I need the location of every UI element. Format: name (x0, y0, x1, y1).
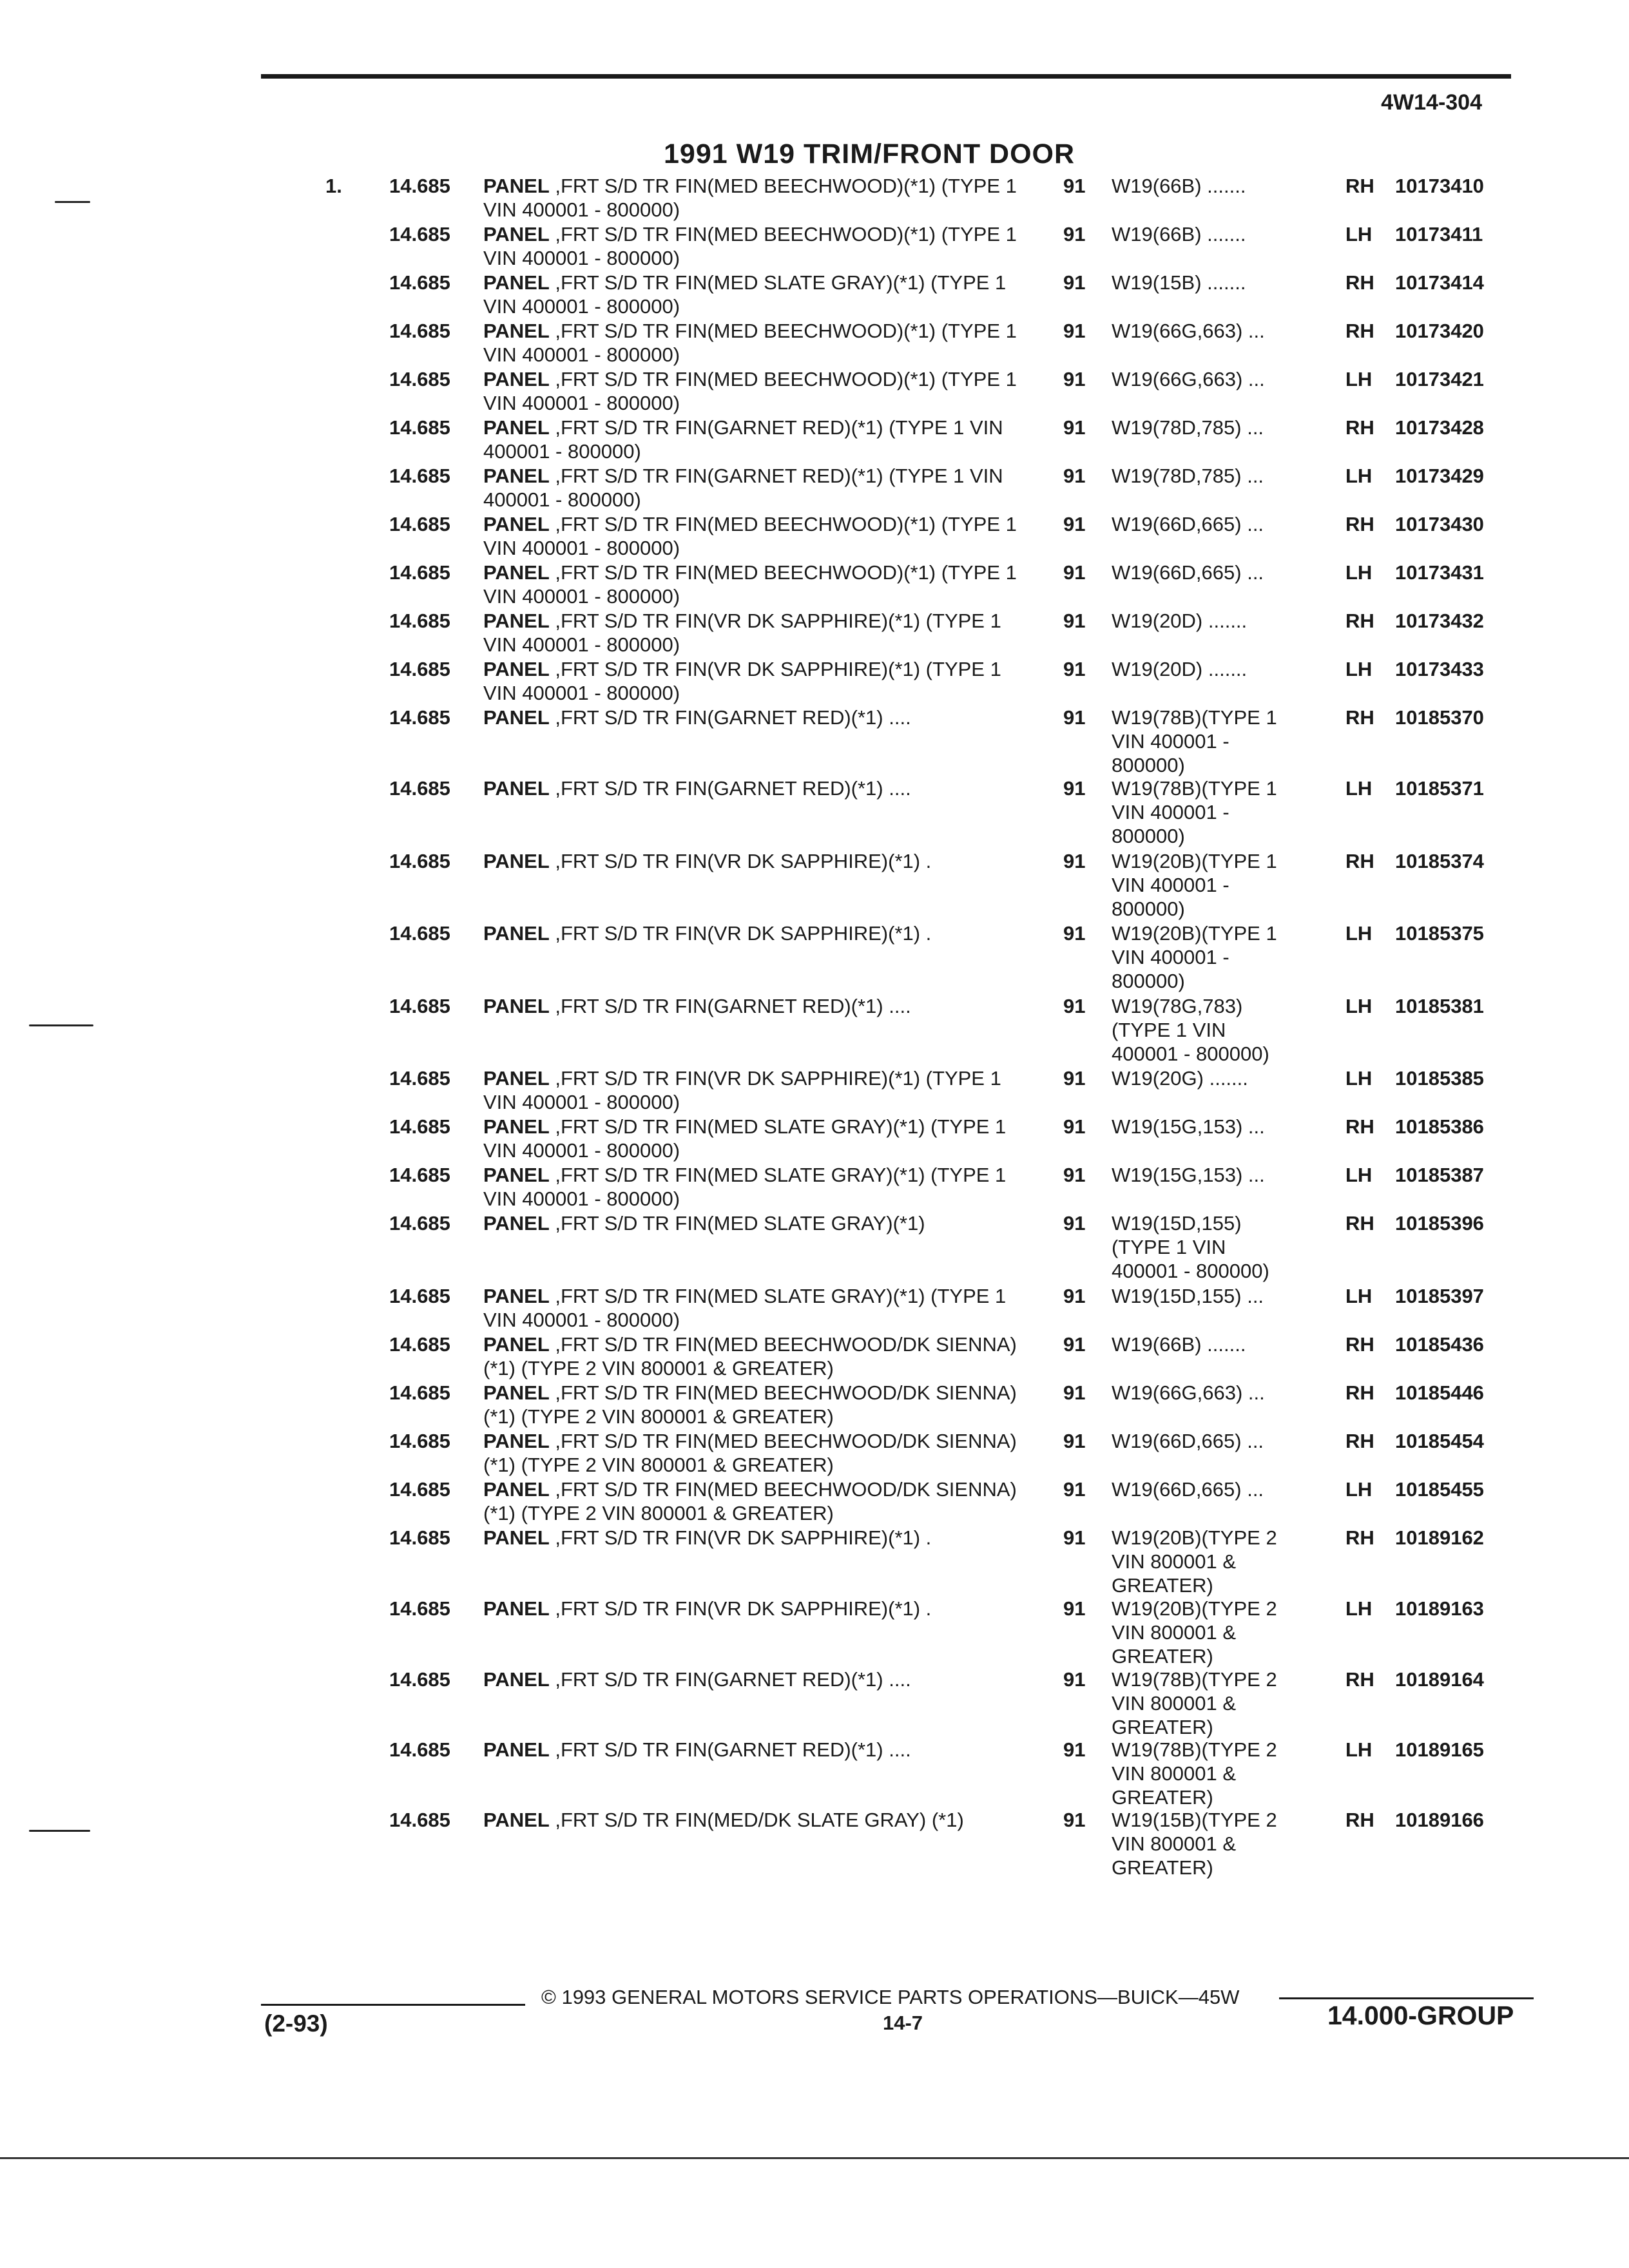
part-name: PANEL (483, 1285, 550, 1307)
part-number: 10189164 (1395, 1668, 1484, 1691)
group-number: 14.685 (389, 1478, 450, 1501)
model-code: W19(78B)(TYPE 1 VIN 400001 - 800000) (1112, 706, 1277, 776)
part-name: PANEL (483, 922, 550, 945)
part-number: 10173428 (1395, 416, 1484, 439)
group-number: 14.685 (389, 1597, 450, 1620)
part-detail: ,FRT S/D TR FIN(VR DK SAPPHIRE)(*1) . (549, 922, 932, 945)
part-description (483, 1477, 1037, 1525)
part-detail: ,FRT S/D TR FIN(VR DK SAPPHIRE)(*1) (TYPE 1 VIN 400001 - 800000) (483, 1067, 1001, 1113)
model-code: W19(20B)(TYPE 1 VIN 400001 - 800000) (1112, 922, 1277, 992)
part-description (483, 319, 1037, 367)
part-name: PANEL (483, 1597, 550, 1620)
group-number: 14.685 (389, 271, 450, 294)
model-year: 91 (1063, 1809, 1086, 1831)
side-label: RH (1345, 1668, 1374, 1691)
part-number: 10189166 (1395, 1809, 1484, 1831)
model-year: 91 (1063, 271, 1086, 294)
part-number: 10185446 (1395, 1381, 1484, 1404)
part-name: PANEL (483, 320, 550, 342)
part-number: 10185385 (1395, 1067, 1484, 1090)
side-label: RH (1345, 271, 1374, 294)
model-code: W19(15D,155) (TYPE 1 VIN 400001 - 800000) (1112, 1212, 1269, 1282)
part-number: 10173431 (1395, 561, 1484, 584)
model-code: W19(15D,155) ... (1112, 1285, 1264, 1307)
part-detail: ,FRT S/D TR FIN(GARNET RED)(*1) (TYPE 1 VIN 400001 - 800000) (483, 465, 1003, 511)
part-detail: ,FRT S/D TR FIN(MED BEECHWOOD/DK SIENNA)(*1) (TYPE 2 VIN 800001 & GREATER) (483, 1478, 1017, 1524)
part-number: 10173432 (1395, 610, 1484, 632)
model-year: 91 (1063, 1285, 1086, 1307)
model-code: W19(15B)(TYPE 2 VIN 800001 & GREATER) (1112, 1809, 1277, 1879)
model-year: 91 (1063, 1333, 1086, 1356)
part-number: 10185454 (1395, 1430, 1484, 1452)
part-number: 10185455 (1395, 1478, 1484, 1501)
group-number: 14.685 (389, 175, 450, 197)
side-label: RH (1345, 1526, 1374, 1549)
part-name: PANEL (483, 777, 550, 800)
part-number: 10173414 (1395, 271, 1484, 294)
side-label: RH (1345, 1809, 1374, 1831)
part-description (483, 657, 1037, 705)
part-name: PANEL (483, 706, 550, 729)
group-number: 14.685 (389, 610, 450, 632)
side-label: LH (1345, 223, 1373, 245)
model-year: 91 (1063, 1212, 1086, 1235)
group-number: 14.685 (389, 1115, 450, 1138)
part-description (483, 776, 1037, 800)
part-description (483, 1808, 1037, 1832)
part-detail: ,FRT S/D TR FIN(GARNET RED)(*1) (TYPE 1 VIN 400001 - 800000) (483, 416, 1003, 463)
part-number: 10185375 (1395, 922, 1484, 945)
model-code: W19(15G,153) ... (1112, 1115, 1265, 1138)
page-number: 14-7 (883, 2012, 923, 2034)
part-name: PANEL (483, 513, 550, 535)
part-detail: ,FRT S/D TR FIN(VR DK SAPPHIRE)(*1) (TYPE 1 VIN 400001 - 800000) (483, 610, 1001, 656)
model-year: 91 (1063, 465, 1086, 487)
group-number: 14.685 (389, 1430, 450, 1452)
part-name: PANEL (483, 416, 550, 439)
part-number: 10185396 (1395, 1212, 1484, 1235)
model-year: 91 (1063, 175, 1086, 197)
model-year: 91 (1063, 1668, 1086, 1691)
part-description (483, 1163, 1037, 1211)
part-name: PANEL (483, 1738, 550, 1761)
part-description (483, 271, 1037, 318)
model-year: 91 (1063, 1526, 1086, 1549)
part-description (483, 222, 1037, 270)
model-code: W19(66B) ....... (1112, 223, 1246, 245)
model-code: W19(66G,663) ... (1112, 320, 1265, 342)
part-detail: ,FRT S/D TR FIN(MED/DK SLATE GRAY) (*1) (549, 1809, 964, 1831)
part-name: PANEL (483, 610, 550, 632)
footer-date: (2-93) (264, 2010, 328, 2037)
part-name: PANEL (483, 995, 550, 1017)
part-number: 10185436 (1395, 1333, 1484, 1356)
model-year: 91 (1063, 1597, 1086, 1620)
part-description (483, 609, 1037, 657)
part-name: PANEL (483, 271, 550, 294)
side-label: RH (1345, 1381, 1374, 1404)
side-label: RH (1345, 1212, 1374, 1235)
model-code: W19(20B)(TYPE 2 VIN 800001 & GREATER) (1112, 1597, 1277, 1667)
model-year: 91 (1063, 1164, 1086, 1186)
group-number: 14.685 (389, 1067, 450, 1090)
side-label: LH (1345, 1067, 1373, 1090)
part-description (483, 1429, 1037, 1477)
part-detail: ,FRT S/D TR FIN(VR DK SAPPHIRE)(*1) . (549, 1526, 932, 1549)
part-description (483, 1597, 1037, 1620)
page-title: 1991 W19 TRIM/FRONT DOOR (664, 139, 1075, 169)
model-year: 91 (1063, 1430, 1086, 1452)
part-name: PANEL (483, 1115, 550, 1138)
part-description (483, 1667, 1037, 1691)
part-number: 10189162 (1395, 1526, 1484, 1549)
model-year: 91 (1063, 368, 1086, 390)
model-year: 91 (1063, 922, 1086, 945)
part-number: 10189163 (1395, 1597, 1484, 1620)
side-label: LH (1345, 1738, 1373, 1761)
group-number: 14.685 (389, 850, 450, 872)
part-description (483, 1332, 1037, 1380)
part-number: 10185386 (1395, 1115, 1484, 1138)
model-code: W19(78B)(TYPE 2 VIN 800001 & GREATER) (1112, 1668, 1277, 1738)
part-description (483, 1115, 1037, 1162)
part-description (483, 994, 1037, 1018)
model-year: 91 (1063, 658, 1086, 680)
model-year: 91 (1063, 706, 1086, 729)
part-detail: ,FRT S/D TR FIN(MED BEECHWOOD/DK SIENNA)(*1) (TYPE 2 VIN 800001 & GREATER) (483, 1430, 1017, 1476)
part-description (483, 849, 1037, 873)
group-number: 14.685 (389, 1738, 450, 1761)
part-name: PANEL (483, 1381, 550, 1404)
part-name: PANEL (483, 561, 550, 584)
part-description (483, 1381, 1037, 1428)
part-description (483, 367, 1037, 415)
group-number: 14.685 (389, 561, 450, 584)
model-year: 91 (1063, 513, 1086, 535)
part-detail: ,FRT S/D TR FIN(MED BEECHWOOD)(*1) (TYPE 1 VIN 400001 - 800000) (483, 513, 1017, 559)
side-label: LH (1345, 1478, 1373, 1501)
model-code: W19(78D,785) ... (1112, 416, 1264, 439)
side-label: LH (1345, 995, 1373, 1017)
part-number: 10173421 (1395, 368, 1484, 390)
group-number: 14.685 (389, 1164, 450, 1186)
group-number: 14.685 (389, 995, 450, 1017)
side-label: LH (1345, 777, 1373, 800)
group-number: 14.685 (389, 320, 450, 342)
side-label: RH (1345, 416, 1374, 439)
part-number: 10185371 (1395, 777, 1484, 800)
part-number: 10173429 (1395, 465, 1484, 487)
part-number: 10173411 (1395, 223, 1483, 245)
model-code: W19(78B)(TYPE 2 VIN 800001 & GREATER) (1112, 1738, 1277, 1809)
group-number: 14.685 (389, 658, 450, 680)
side-label: LH (1345, 1285, 1373, 1307)
part-description (483, 174, 1037, 222)
side-label: RH (1345, 610, 1374, 632)
side-label: LH (1345, 922, 1373, 945)
part-number: 10173420 (1395, 320, 1484, 342)
side-label: RH (1345, 513, 1374, 535)
part-number: 10185370 (1395, 706, 1484, 729)
side-label: RH (1345, 850, 1374, 872)
model-year: 91 (1063, 416, 1086, 439)
model-code: W19(78D,785) ... (1112, 465, 1264, 487)
part-name: PANEL (483, 658, 550, 680)
part-detail: ,FRT S/D TR FIN(VR DK SAPPHIRE)(*1) (TYPE 1 VIN 400001 - 800000) (483, 658, 1001, 704)
side-label: LH (1345, 1597, 1373, 1620)
model-code: W19(15B) ....... (1112, 271, 1246, 294)
side-label: RH (1345, 175, 1374, 197)
part-name: PANEL (483, 175, 550, 197)
model-code: W19(20D) ....... (1112, 610, 1248, 632)
part-description (483, 416, 1037, 463)
part-number: 10173430 (1395, 513, 1484, 535)
part-description (483, 921, 1037, 945)
part-name: PANEL (483, 223, 550, 245)
part-description (483, 1066, 1037, 1114)
part-number: 10185381 (1395, 995, 1484, 1017)
model-year: 91 (1063, 850, 1086, 872)
part-detail: ,FRT S/D TR FIN(MED SLATE GRAY)(*1) (549, 1212, 925, 1235)
part-detail: ,FRT S/D TR FIN(MED SLATE GRAY)(*1) (TYPE 1 VIN 400001 - 800000) (483, 271, 1007, 318)
model-code: W19(20D) ....... (1112, 658, 1248, 680)
part-name: PANEL (483, 465, 550, 487)
model-code: W19(66B) ....... (1112, 1333, 1246, 1356)
group-label: 14.000-GROUP (1327, 2001, 1514, 2030)
side-label: LH (1345, 1164, 1373, 1186)
part-name: PANEL (483, 1668, 550, 1691)
model-year: 91 (1063, 1067, 1086, 1090)
side-label: RH (1345, 706, 1374, 729)
part-detail: ,FRT S/D TR FIN(GARNET RED)(*1) .... (549, 706, 911, 729)
group-number: 14.685 (389, 416, 450, 439)
part-description (483, 1526, 1037, 1550)
model-year: 91 (1063, 610, 1086, 632)
model-code: W19(78B)(TYPE 1 VIN 400001 - 800000) (1112, 777, 1277, 847)
part-name: PANEL (483, 1164, 550, 1186)
model-code: W19(20G) ....... (1112, 1067, 1248, 1090)
part-detail: ,FRT S/D TR FIN(VR DK SAPPHIRE)(*1) . (549, 850, 932, 872)
part-detail: ,FRT S/D TR FIN(GARNET RED)(*1) .... (549, 995, 911, 1017)
group-number: 14.685 (389, 1526, 450, 1549)
part-name: PANEL (483, 1333, 550, 1356)
part-detail: ,FRT S/D TR FIN(MED BEECHWOOD)(*1) (TYPE 1 VIN 400001 - 800000) (483, 561, 1017, 608)
part-detail: ,FRT S/D TR FIN(MED BEECHWOOD/DK SIENNA)(*1) (TYPE 2 VIN 800001 & GREATER) (483, 1381, 1017, 1428)
group-number: 14.685 (389, 513, 450, 535)
part-detail: ,FRT S/D TR FIN(VR DK SAPPHIRE)(*1) . (549, 1597, 932, 1620)
model-year: 91 (1063, 1115, 1086, 1138)
part-detail: ,FRT S/D TR FIN(MED BEECHWOOD)(*1) (TYPE 1 VIN 400001 - 800000) (483, 368, 1017, 414)
part-name: PANEL (483, 1809, 550, 1831)
group-number: 14.685 (389, 777, 450, 800)
part-description (483, 1284, 1037, 1332)
part-detail: ,FRT S/D TR FIN(MED BEECHWOOD/DK SIENNA)(*1) (TYPE 2 VIN 800001 & GREATER) (483, 1333, 1017, 1379)
group-number: 14.685 (389, 1285, 450, 1307)
part-name: PANEL (483, 850, 550, 872)
model-code: W19(66B) ....... (1112, 175, 1246, 197)
part-description (483, 1211, 1037, 1235)
group-number: 14.685 (389, 368, 450, 390)
model-year: 91 (1063, 1381, 1086, 1404)
part-number: 10185374 (1395, 850, 1484, 872)
part-name: PANEL (483, 1478, 550, 1501)
footer-rule-left (261, 2004, 525, 2006)
model-code: W19(66G,663) ... (1112, 1381, 1265, 1404)
side-label: RH (1345, 320, 1374, 342)
part-description (483, 1738, 1037, 1762)
model-code: W19(66G,663) ... (1112, 368, 1265, 390)
part-detail: ,FRT S/D TR FIN(GARNET RED)(*1) .... (549, 777, 911, 800)
part-number: 10185397 (1395, 1285, 1484, 1307)
group-number: 14.685 (389, 706, 450, 729)
part-number: 10189165 (1395, 1738, 1484, 1761)
group-number: 14.685 (389, 922, 450, 945)
model-year: 91 (1063, 320, 1086, 342)
bottom-rule (0, 2157, 1629, 2159)
model-year: 91 (1063, 561, 1086, 584)
model-code: W19(78G,783) (TYPE 1 VIN 400001 - 800000) (1112, 995, 1269, 1065)
group-number: 14.685 (389, 1381, 450, 1404)
part-detail: ,FRT S/D TR FIN(MED SLATE GRAY)(*1) (TYPE 1 VIN 400001 - 800000) (483, 1285, 1007, 1331)
side-label: LH (1345, 561, 1373, 584)
group-number: 14.685 (389, 1333, 450, 1356)
side-label: LH (1345, 658, 1373, 680)
group-number: 14.685 (389, 465, 450, 487)
model-code: W19(66D,665) ... (1112, 1478, 1264, 1501)
part-detail: ,FRT S/D TR FIN(GARNET RED)(*1) .... (549, 1668, 911, 1691)
part-number: 10173433 (1395, 658, 1484, 680)
part-description (483, 706, 1037, 729)
part-number: 10173410 (1395, 175, 1484, 197)
part-name: PANEL (483, 1067, 550, 1090)
part-name: PANEL (483, 1212, 550, 1235)
model-year: 91 (1063, 995, 1086, 1017)
side-label: LH (1345, 368, 1373, 390)
group-number: 14.685 (389, 1809, 450, 1831)
side-label: RH (1345, 1333, 1374, 1356)
model-code: W19(66D,665) ... (1112, 1430, 1264, 1452)
model-code: W19(15G,153) ... (1112, 1164, 1265, 1186)
group-number: 14.685 (389, 223, 450, 245)
side-label: RH (1345, 1115, 1374, 1138)
part-detail: ,FRT S/D TR FIN(MED BEECHWOOD)(*1) (TYPE 1 VIN 400001 - 800000) (483, 320, 1017, 366)
model-year: 91 (1063, 1478, 1086, 1501)
group-number: 14.685 (389, 1212, 450, 1235)
part-description (483, 512, 1037, 560)
part-detail: ,FRT S/D TR FIN(MED BEECHWOOD)(*1) (TYPE 1 VIN 400001 - 800000) (483, 223, 1017, 269)
side-label: LH (1345, 465, 1373, 487)
model-code: W19(20B)(TYPE 2 VIN 800001 & GREATER) (1112, 1526, 1277, 1597)
model-year: 91 (1063, 1738, 1086, 1761)
part-name: PANEL (483, 1430, 550, 1452)
model-code: W19(66D,665) ... (1112, 513, 1264, 535)
group-number: 14.685 (389, 1668, 450, 1691)
part-description (483, 561, 1037, 608)
model-code: W19(66D,665) ... (1112, 561, 1264, 584)
footer-rule-right (1279, 1997, 1534, 1999)
side-label: RH (1345, 1430, 1374, 1452)
model-code: W19(20B)(TYPE 1 VIN 400001 - 800000) (1112, 850, 1277, 920)
part-name: PANEL (483, 368, 550, 390)
footer-copyright: © 1993 GENERAL MOTORS SERVICE PARTS OPERATIONS—BUICK—45W (541, 1986, 1240, 2008)
part-detail: ,FRT S/D TR FIN(MED SLATE GRAY)(*1) (TYPE 1 VIN 400001 - 800000) (483, 1164, 1007, 1210)
part-number: 10185387 (1395, 1164, 1484, 1186)
model-year: 91 (1063, 777, 1086, 800)
part-description (483, 464, 1037, 512)
document-code: 4W14-304 (1381, 90, 1482, 115)
item-number: 1. (325, 175, 342, 197)
model-year: 91 (1063, 223, 1086, 245)
part-name: PANEL (483, 1526, 550, 1549)
part-detail: ,FRT S/D TR FIN(MED BEECHWOOD)(*1) (TYPE 1 VIN 400001 - 800000) (483, 175, 1017, 221)
part-detail: ,FRT S/D TR FIN(MED SLATE GRAY)(*1) (TYPE 1 VIN 400001 - 800000) (483, 1115, 1007, 1162)
part-detail: ,FRT S/D TR FIN(GARNET RED)(*1) .... (549, 1738, 911, 1761)
